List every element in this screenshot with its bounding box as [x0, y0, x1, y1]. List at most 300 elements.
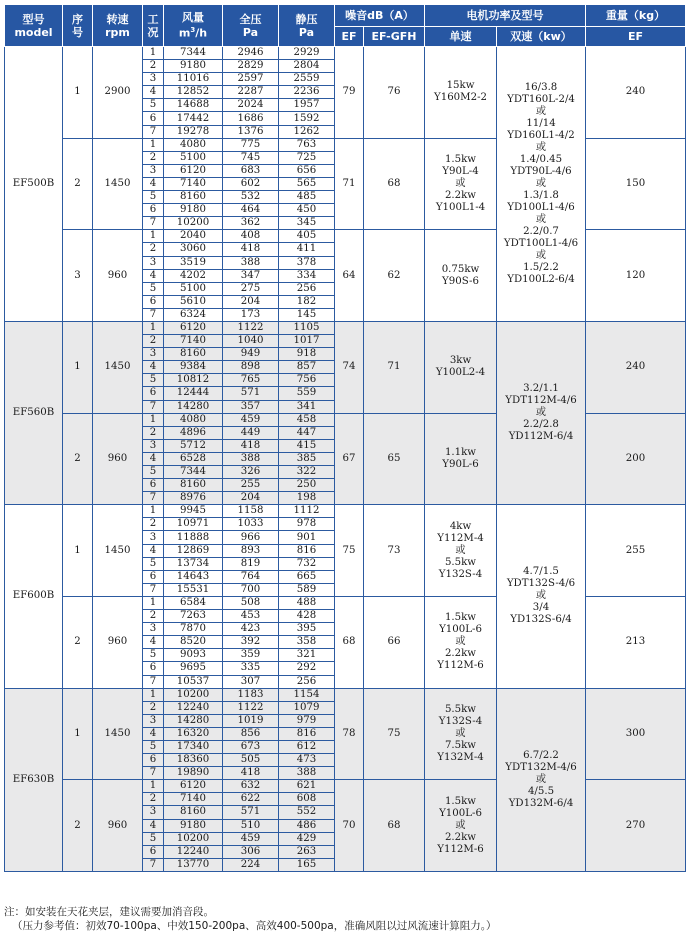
airflow-cell: 14688 — [164, 99, 223, 112]
airflow-cell: 7140 — [164, 335, 223, 348]
airflow-cell: 14643 — [164, 570, 223, 583]
condition-cell: 7 — [143, 400, 164, 413]
total-pressure-cell: 602 — [223, 177, 279, 190]
condition-cell: 7 — [143, 583, 164, 596]
noise-ef-cell: 79 — [335, 47, 364, 139]
airflow-cell: 3519 — [164, 256, 223, 269]
condition-cell: 3 — [143, 348, 164, 361]
motor-single-cell: 1.5kw Y90L-4 或 2.2kw Y100L1-4 — [425, 138, 497, 230]
static-pressure-cell: 321 — [279, 649, 335, 662]
static-pressure-cell: 145 — [279, 308, 335, 321]
total-pressure-cell: 459 — [223, 413, 279, 426]
total-pressure-cell: 408 — [223, 230, 279, 243]
airflow-cell: 8976 — [164, 492, 223, 505]
total-pressure-cell: 2946 — [223, 47, 279, 60]
total-pressure-cell: 347 — [223, 269, 279, 282]
condition-cell: 3 — [143, 73, 164, 86]
total-pressure-cell: 1040 — [223, 335, 279, 348]
total-pressure-cell: 1686 — [223, 112, 279, 125]
speed-cell: 2900 — [93, 47, 143, 139]
noise-gfh-cell: 75 — [364, 688, 425, 780]
header-motor-single: 单速 — [425, 27, 497, 47]
condition-cell: 6 — [143, 754, 164, 767]
static-pressure-cell: 256 — [279, 675, 335, 688]
airflow-cell: 5100 — [164, 151, 223, 164]
airflow-cell: 11016 — [164, 73, 223, 86]
static-pressure-cell: 198 — [279, 492, 335, 505]
weight-cell: 240 — [586, 47, 686, 139]
static-pressure-cell: 428 — [279, 610, 335, 623]
header-noise-gfh: EF-GFH — [364, 27, 425, 47]
total-pressure-cell: 508 — [223, 596, 279, 609]
condition-cell: 7 — [143, 125, 164, 138]
airflow-cell: 4896 — [164, 426, 223, 439]
total-pressure-cell: 2597 — [223, 73, 279, 86]
static-pressure-cell: 473 — [279, 754, 335, 767]
seq-cell: 2 — [63, 413, 93, 505]
static-pressure-cell: 447 — [279, 426, 335, 439]
weight-cell: 120 — [586, 230, 686, 322]
total-pressure-cell: 1122 — [223, 701, 279, 714]
airflow-cell: 8520 — [164, 636, 223, 649]
static-pressure-cell: 1105 — [279, 321, 335, 334]
total-pressure-cell: 204 — [223, 492, 279, 505]
condition-cell: 1 — [143, 413, 164, 426]
static-pressure-cell: 450 — [279, 204, 335, 217]
noise-ef-cell: 78 — [335, 688, 364, 780]
airflow-cell: 4080 — [164, 138, 223, 151]
condition-cell: 4 — [143, 727, 164, 740]
static-pressure-cell: 901 — [279, 531, 335, 544]
seq-cell: 2 — [63, 596, 93, 688]
noise-gfh-cell: 68 — [364, 780, 425, 872]
static-pressure-cell: 1154 — [279, 688, 335, 701]
airflow-cell: 12852 — [164, 86, 223, 99]
static-pressure-cell: 621 — [279, 780, 335, 793]
airflow-cell: 7870 — [164, 623, 223, 636]
weight-cell: 150 — [586, 138, 686, 230]
static-pressure-cell: 385 — [279, 452, 335, 465]
condition-cell: 3 — [143, 439, 164, 452]
total-pressure-cell: 966 — [223, 531, 279, 544]
condition-cell: 7 — [143, 675, 164, 688]
condition-cell: 7 — [143, 217, 164, 230]
static-pressure-cell: 485 — [279, 191, 335, 204]
total-pressure-cell: 949 — [223, 348, 279, 361]
airflow-cell: 5100 — [164, 282, 223, 295]
table-row — [5, 321, 686, 334]
airflow-cell: 17340 — [164, 740, 223, 753]
airflow-cell: 9180 — [164, 204, 223, 217]
condition-cell: 7 — [143, 492, 164, 505]
condition-cell: 1 — [143, 505, 164, 518]
airflow-cell: 13770 — [164, 858, 223, 871]
airflow-cell: 10200 — [164, 832, 223, 845]
airflow-cell: 5712 — [164, 439, 223, 452]
static-pressure-cell: 322 — [279, 466, 335, 479]
seq-cell: 1 — [63, 688, 93, 780]
total-pressure-cell: 459 — [223, 832, 279, 845]
total-pressure-cell: 1033 — [223, 518, 279, 531]
speed-cell: 1450 — [93, 688, 143, 780]
motor-single-cell: 0.75kw Y90S-6 — [425, 230, 497, 322]
noise-ef-cell: 70 — [335, 780, 364, 872]
noise-gfh-cell: 76 — [364, 47, 425, 139]
static-pressure-cell: 334 — [279, 269, 335, 282]
static-pressure-cell: 1017 — [279, 335, 335, 348]
motor-single-cell: 1.5kw Y100L-6 或 2.2kw Y112M-6 — [425, 596, 497, 688]
header-airflow: 风量 $m^3/h$ — [164, 5, 223, 47]
condition-cell: 1 — [143, 321, 164, 334]
speed-cell: 1450 — [93, 321, 143, 413]
static-pressure-cell: 415 — [279, 439, 335, 452]
seq-cell: 3 — [63, 230, 93, 322]
static-pressure-cell: 565 — [279, 177, 335, 190]
noise-gfh-cell: 62 — [364, 230, 425, 322]
airflow-cell: 13734 — [164, 557, 223, 570]
static-pressure-cell: 763 — [279, 138, 335, 151]
noise-ef-cell: 75 — [335, 505, 364, 597]
motor-single-cell: 4kw Y112M-4 或 5.5kw Y132S-4 — [425, 505, 497, 597]
airflow-cell: 17442 — [164, 112, 223, 125]
airflow-cell: 16320 — [164, 727, 223, 740]
static-pressure-cell: 2804 — [279, 60, 335, 73]
static-pressure-cell: 559 — [279, 387, 335, 400]
airflow-cell: 6584 — [164, 596, 223, 609]
total-pressure-cell: 224 — [223, 858, 279, 871]
condition-cell: 1 — [143, 688, 164, 701]
condition-cell: 2 — [143, 518, 164, 531]
total-pressure-cell: 388 — [223, 452, 279, 465]
header-weight-ef: EF — [586, 27, 686, 47]
condition-cell: 1 — [143, 138, 164, 151]
condition-cell: 2 — [143, 610, 164, 623]
total-pressure-cell: 275 — [223, 282, 279, 295]
static-pressure-cell: 250 — [279, 479, 335, 492]
static-pressure-cell: 979 — [279, 714, 335, 727]
airflow-cell: 10200 — [164, 217, 223, 230]
airflow-cell: 12240 — [164, 701, 223, 714]
static-pressure-cell: 1112 — [279, 505, 335, 518]
airflow-cell: 12444 — [164, 387, 223, 400]
static-pressure-cell: 656 — [279, 164, 335, 177]
header-noise: 噪音dB（A） — [335, 5, 425, 27]
total-pressure-cell: 464 — [223, 204, 279, 217]
total-pressure-cell: 765 — [223, 374, 279, 387]
airflow-cell: 7140 — [164, 793, 223, 806]
total-pressure-cell: 306 — [223, 845, 279, 858]
condition-cell: 2 — [143, 793, 164, 806]
airflow-cell: 7263 — [164, 610, 223, 623]
total-pressure-cell: 505 — [223, 754, 279, 767]
header-model: 型号 model — [5, 5, 63, 47]
condition-cell: 4 — [143, 452, 164, 465]
airflow-cell: 12869 — [164, 544, 223, 557]
airflow-cell: 9695 — [164, 662, 223, 675]
static-pressure-cell: 405 — [279, 230, 335, 243]
total-pressure-cell: 673 — [223, 740, 279, 753]
total-pressure-cell: 1122 — [223, 321, 279, 334]
speed-cell: 960 — [93, 413, 143, 505]
static-pressure-cell: 612 — [279, 740, 335, 753]
airflow-cell: 3060 — [164, 243, 223, 256]
total-pressure-cell: 532 — [223, 191, 279, 204]
total-pressure-cell: 898 — [223, 361, 279, 374]
static-pressure-cell: 816 — [279, 727, 335, 740]
condition-cell: 4 — [143, 177, 164, 190]
weight-cell: 240 — [586, 321, 686, 413]
model-cell: EF630B — [5, 688, 63, 871]
condition-cell: 5 — [143, 557, 164, 570]
speed-cell: 960 — [93, 780, 143, 872]
condition-cell: 4 — [143, 361, 164, 374]
static-pressure-cell: 378 — [279, 256, 335, 269]
condition-cell: 3 — [143, 714, 164, 727]
condition-cell: 2 — [143, 151, 164, 164]
static-pressure-cell: 388 — [279, 767, 335, 780]
static-pressure-cell: 732 — [279, 557, 335, 570]
static-pressure-cell: 182 — [279, 295, 335, 308]
total-pressure-cell: 1019 — [223, 714, 279, 727]
condition-cell: 5 — [143, 649, 164, 662]
motor-single-cell: 1.1kw Y90L-6 — [425, 413, 497, 505]
airflow-cell: 6528 — [164, 452, 223, 465]
condition-cell: 3 — [143, 164, 164, 177]
airflow-cell: 18360 — [164, 754, 223, 767]
airflow-cell: 9384 — [164, 361, 223, 374]
note-line-2: （压力参考值：初效70-100pa、中效150-200pa、高效400-500pa，准确风阻以过风流速计算阻力。） — [12, 920, 497, 932]
condition-cell: 6 — [143, 387, 164, 400]
condition-cell: 1 — [143, 780, 164, 793]
table-body — [5, 5, 686, 872]
motor-single-cell: 15kw Y160M2-2 — [425, 47, 497, 139]
total-pressure-cell: 335 — [223, 662, 279, 675]
motor-dual-cell: 16/3.8 YDT160L-2/4 或 11/14 YD160L1-4/2 或 1.4/0.45 YDT90L-4/6 或 1.3/1.8 YD100L1-4/6 或 2.2/0.7 YDT100L1-4/6 或 1.5/2.2 YD100L2-6/4 — [497, 47, 586, 322]
total-pressure-cell: 359 — [223, 649, 279, 662]
noise-ef-cell: 67 — [335, 413, 364, 505]
condition-cell: 2 — [143, 335, 164, 348]
airflow-cell: 4080 — [164, 413, 223, 426]
seq-cell: 1 — [63, 47, 93, 139]
airflow-cell: 8160 — [164, 479, 223, 492]
condition-cell: 5 — [143, 740, 164, 753]
weight-cell: 270 — [586, 780, 686, 872]
condition-cell: 6 — [143, 204, 164, 217]
speed-cell: 1450 — [93, 505, 143, 597]
static-pressure-cell: 665 — [279, 570, 335, 583]
airflow-cell: 9180 — [164, 819, 223, 832]
total-pressure-cell: 173 — [223, 308, 279, 321]
condition-cell: 3 — [143, 806, 164, 819]
airflow-cell: 6120 — [164, 780, 223, 793]
static-pressure-cell: 488 — [279, 596, 335, 609]
airflow-cell: 10812 — [164, 374, 223, 387]
noise-gfh-cell: 65 — [364, 413, 425, 505]
noise-gfh-cell: 73 — [364, 505, 425, 597]
noise-ef-cell: 74 — [335, 321, 364, 413]
condition-cell: 6 — [143, 479, 164, 492]
total-pressure-cell: 204 — [223, 295, 279, 308]
total-pressure-cell: 418 — [223, 767, 279, 780]
static-pressure-cell: 816 — [279, 544, 335, 557]
condition-cell: 6 — [143, 112, 164, 125]
header-motor: 电机功率及型号 — [425, 5, 586, 27]
airflow-cell: 6120 — [164, 164, 223, 177]
condition-cell: 1 — [143, 230, 164, 243]
condition-cell: 7 — [143, 308, 164, 321]
condition-cell: 4 — [143, 636, 164, 649]
total-pressure-cell: 423 — [223, 623, 279, 636]
condition-cell: 5 — [143, 832, 164, 845]
airflow-cell: 4202 — [164, 269, 223, 282]
static-pressure-cell: 395 — [279, 623, 335, 636]
total-pressure-cell: 1183 — [223, 688, 279, 701]
static-pressure-cell: 411 — [279, 243, 335, 256]
airflow-cell: 9180 — [164, 60, 223, 73]
header-weight: 重量（kg） — [586, 5, 686, 27]
header-motor-dual: 双速（kw） — [497, 27, 586, 47]
condition-cell: 4 — [143, 269, 164, 282]
static-pressure-cell: 589 — [279, 583, 335, 596]
header-static-pressure: 静压 Pa — [279, 5, 335, 47]
airflow-cell: 6324 — [164, 308, 223, 321]
condition-cell: 3 — [143, 623, 164, 636]
airflow-cell: 2040 — [164, 230, 223, 243]
seq-cell: 2 — [63, 780, 93, 872]
total-pressure-cell: 449 — [223, 426, 279, 439]
total-pressure-cell: 2024 — [223, 99, 279, 112]
airflow-cell: 19890 — [164, 767, 223, 780]
total-pressure-cell: 571 — [223, 387, 279, 400]
static-pressure-cell: 358 — [279, 636, 335, 649]
motor-dual-cell: 3.2/1.1 YDT112M-4/6 或 2.2/2.8 YD112M-6/4 — [497, 321, 586, 504]
condition-cell: 5 — [143, 99, 164, 112]
header-noise-ef: EF — [335, 27, 364, 47]
condition-cell: 2 — [143, 243, 164, 256]
airflow-cell: 12240 — [164, 845, 223, 858]
total-pressure-cell: 622 — [223, 793, 279, 806]
condition-cell: 4 — [143, 86, 164, 99]
airflow-cell: 14280 — [164, 400, 223, 413]
motor-dual-cell: 4.7/1.5 YDT132S-4/6 或 3/4 YD132S-6/4 — [497, 505, 586, 688]
airflow-cell: 8160 — [164, 348, 223, 361]
static-pressure-cell: 341 — [279, 400, 335, 413]
noise-gfh-cell: 71 — [364, 321, 425, 413]
total-pressure-cell: 326 — [223, 466, 279, 479]
weight-cell: 200 — [586, 413, 686, 505]
condition-cell: 1 — [143, 47, 164, 60]
motor-single-cell: 3kw Y100L2-4 — [425, 321, 497, 413]
static-pressure-cell: 608 — [279, 793, 335, 806]
airflow-cell: 9945 — [164, 505, 223, 518]
condition-cell: 2 — [143, 701, 164, 714]
table-row — [5, 47, 686, 60]
table-row — [5, 688, 686, 701]
static-pressure-cell: 857 — [279, 361, 335, 374]
airflow-cell: 11888 — [164, 531, 223, 544]
weight-cell: 213 — [586, 596, 686, 688]
static-pressure-cell: 165 — [279, 858, 335, 871]
static-pressure-cell: 486 — [279, 819, 335, 832]
table-row — [5, 505, 686, 518]
airflow-cell: 15531 — [164, 583, 223, 596]
total-pressure-cell: 819 — [223, 557, 279, 570]
condition-cell: 4 — [143, 819, 164, 832]
airflow-cell: 7344 — [164, 47, 223, 60]
airflow-cell: 10971 — [164, 518, 223, 531]
model-cell: EF500B — [5, 47, 63, 322]
total-pressure-cell: 255 — [223, 479, 279, 492]
airflow-cell: 8160 — [164, 806, 223, 819]
static-pressure-cell: 256 — [279, 282, 335, 295]
static-pressure-cell: 2559 — [279, 73, 335, 86]
condition-cell: 5 — [143, 282, 164, 295]
total-pressure-cell: 1158 — [223, 505, 279, 518]
condition-cell: 3 — [143, 256, 164, 269]
total-pressure-cell: 418 — [223, 439, 279, 452]
seq-cell: 2 — [63, 138, 93, 230]
condition-cell: 5 — [143, 466, 164, 479]
condition-cell: 3 — [143, 531, 164, 544]
condition-cell: 4 — [143, 544, 164, 557]
condition-cell: 6 — [143, 570, 164, 583]
static-pressure-cell: 1262 — [279, 125, 335, 138]
total-pressure-cell: 418 — [223, 243, 279, 256]
fan-spec-table — [4, 4, 686, 872]
static-pressure-cell: 2929 — [279, 47, 335, 60]
total-pressure-cell: 388 — [223, 256, 279, 269]
total-pressure-cell: 2829 — [223, 60, 279, 73]
header-condition: 工 况 — [143, 5, 164, 47]
motor-single-cell: 5.5kw Y132S-4 或 7.5kw Y132M-4 — [425, 688, 497, 780]
header-total-pressure: 全压 Pa — [223, 5, 279, 47]
total-pressure-cell: 893 — [223, 544, 279, 557]
static-pressure-cell: 725 — [279, 151, 335, 164]
motor-dual-cell: 6.7/2.2 YDT132M-4/6 或 4/5.5 YD132M-6/4 — [497, 688, 586, 871]
notes — [4, 905, 496, 933]
noise-gfh-cell: 66 — [364, 596, 425, 688]
total-pressure-cell: 307 — [223, 675, 279, 688]
total-pressure-cell: 357 — [223, 400, 279, 413]
note-line-1: 注：如安装在天花夹层，建议需要加消音段。 — [4, 906, 214, 918]
speed-cell: 1450 — [93, 138, 143, 230]
total-pressure-cell: 745 — [223, 151, 279, 164]
condition-cell: 6 — [143, 662, 164, 675]
model-cell: EF560B — [5, 321, 63, 504]
static-pressure-cell: 552 — [279, 806, 335, 819]
static-pressure-cell: 263 — [279, 845, 335, 858]
total-pressure-cell: 453 — [223, 610, 279, 623]
model-cell: EF600B — [5, 505, 63, 688]
static-pressure-cell: 458 — [279, 413, 335, 426]
static-pressure-cell: 978 — [279, 518, 335, 531]
noise-ef-cell: 71 — [335, 138, 364, 230]
condition-cell: 5 — [143, 374, 164, 387]
seq-cell: 1 — [63, 505, 93, 597]
weight-cell: 300 — [586, 688, 686, 780]
header-row-1 — [5, 5, 686, 27]
static-pressure-cell: 1592 — [279, 112, 335, 125]
condition-cell: 7 — [143, 767, 164, 780]
static-pressure-cell: 1079 — [279, 701, 335, 714]
header-seq: 序 号 — [63, 5, 93, 47]
noise-ef-cell: 64 — [335, 230, 364, 322]
condition-cell: 2 — [143, 426, 164, 439]
airflow-cell: 8160 — [164, 191, 223, 204]
speed-cell: 960 — [93, 596, 143, 688]
static-pressure-cell: 345 — [279, 217, 335, 230]
condition-cell: 7 — [143, 858, 164, 871]
